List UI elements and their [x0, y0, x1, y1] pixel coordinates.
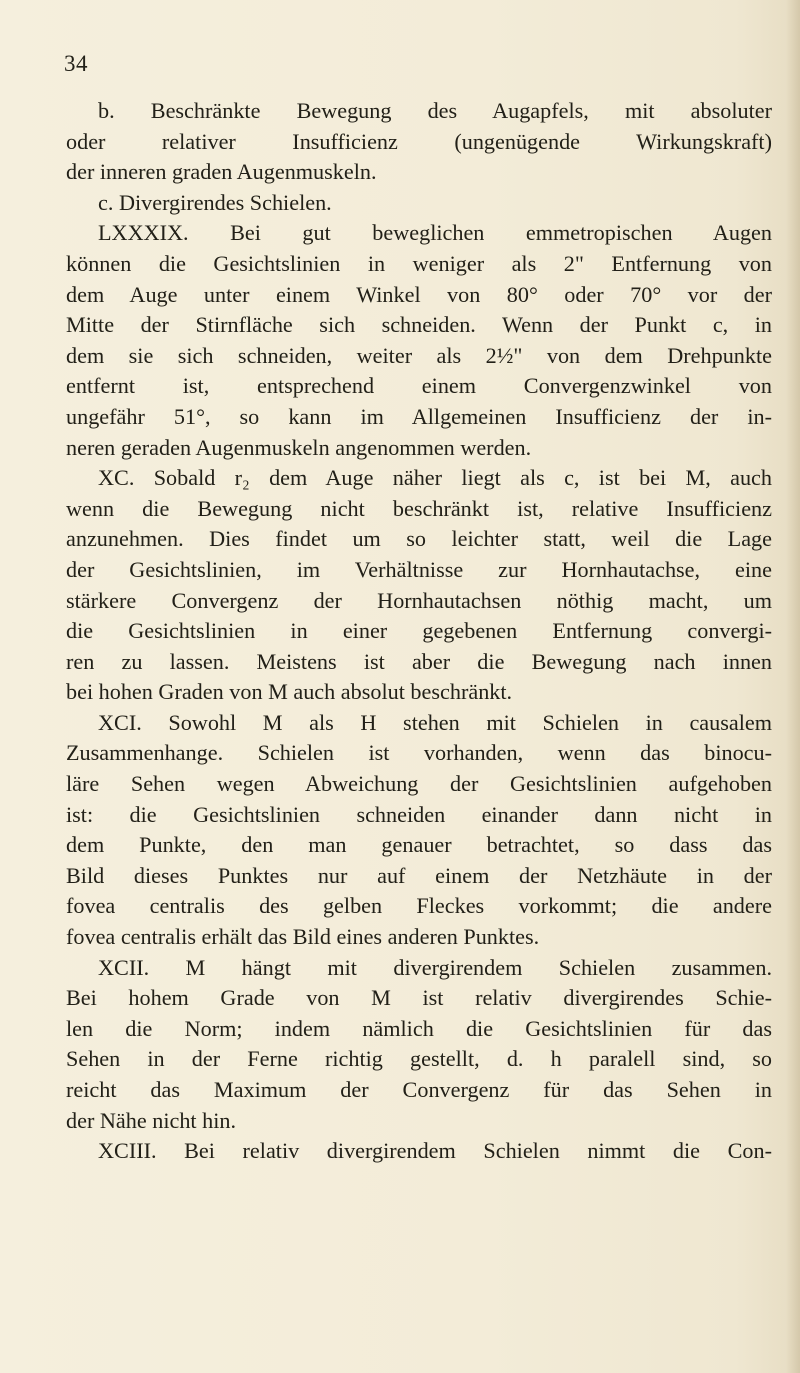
text-line: fovea centralis des gelben Fleckes vorkommt; die andere: [66, 893, 772, 919]
text-line: wenn die Bewegung nicht beschränkt ist, relative Insufficienz: [66, 495, 772, 521]
text-line: dem sie sich schneiden, weiter als 2½" von dem Drehpunkte: [66, 342, 772, 368]
text-line: neren geraden Augenmuskeln angenommen werden.: [66, 434, 532, 460]
text-line: fovea centralis erhält das Bild eines anderen Punktes.: [66, 924, 540, 950]
page-edge-shadow: [786, 0, 800, 1373]
text-line: XCII. M hängt mit divergirendem Schielen zusammen.: [98, 954, 772, 980]
text-line: läre Sehen wegen Abweichung der Gesichtslinien aufgehoben: [66, 771, 772, 797]
text-line: ren zu lassen. Meistens ist aber die Bewegung nach innen: [66, 648, 772, 674]
text-line: der inneren graden Augenmuskeln.: [66, 159, 377, 185]
text-line: oder relativer Insufficienz (ungenügende Wirkungskraft): [66, 128, 772, 154]
text-line: Sehen in der Ferne richtig gestellt, d. h paralell sind, so: [66, 1046, 772, 1072]
text-line: Bei hohem Grade von M ist relativ divergirendes Schie-: [66, 985, 772, 1011]
text-line: ist: die Gesichtslinien schneiden einander dann nicht in: [66, 801, 772, 827]
text-line: Zusammenhange. Schielen ist vorhanden, wenn das binocu-: [66, 740, 772, 766]
text-line: dem Punkte, den man genauer betrachtet, so dass das: [66, 832, 772, 858]
text-line: c. Divergirendes Schielen.: [98, 189, 332, 215]
text-line: Mitte der Stirnfläche sich schneiden. Wenn der Punkt c, in: [66, 312, 772, 338]
text-line: können die Gesichtslinien in weniger als 2" Entfernung von: [66, 250, 772, 276]
text-line: der Gesichtslinien, im Verhältnisse zur Hornhautachse, eine: [66, 556, 772, 582]
page-number: 34: [64, 51, 88, 76]
text-line: XCIII. Bei relativ divergirendem Schielen nimmt die Con-: [98, 1138, 772, 1164]
text-line: bei hohen Graden von M auch absolut beschränkt.: [66, 679, 513, 705]
text-line: dem Auge unter einem Winkel von 80° oder 70° vor der: [66, 281, 772, 307]
text-line: entfernt ist, entsprechend einem Convergenzwinkel von: [66, 373, 772, 399]
text-line: anzunehmen. Dies findet um so leichter statt, weil die Lage: [66, 526, 772, 552]
text-line: reicht das Maximum der Convergenz für das Sehen in: [66, 1077, 772, 1102]
text-line: XCI. Sowohl M als H stehen mit Schielen in causalem: [98, 709, 772, 735]
text-line: b. Beschränkte Bewegung des Augapfels, mit absoluter: [98, 98, 772, 123]
text-line: der Nähe nicht hin.: [66, 1107, 237, 1133]
text-line: Bild dieses Punktes nur auf einem der Netzhäute in der: [66, 862, 772, 888]
body-text: [66, 96, 772, 1167]
text-line: XC. Sobald r₂ dem Auge näher liegt als c, ist bei M, auch: [98, 465, 772, 491]
text-line: die Gesichtslinien in einer gegebenen Entfernung convergi-: [66, 618, 772, 644]
text-line: len die Norm; indem nämlich die Gesichtslinien für das: [66, 1015, 772, 1041]
text-line: LXXXIX. Bei gut beweglichen emmetropischen Augen: [98, 220, 772, 246]
text-line: ungefähr 51°, so kann im Allgemeinen Insufficienz der in-: [66, 403, 772, 429]
text-line: stärkere Convergenz der Hornhautachsen nöthig macht, um: [66, 587, 772, 613]
